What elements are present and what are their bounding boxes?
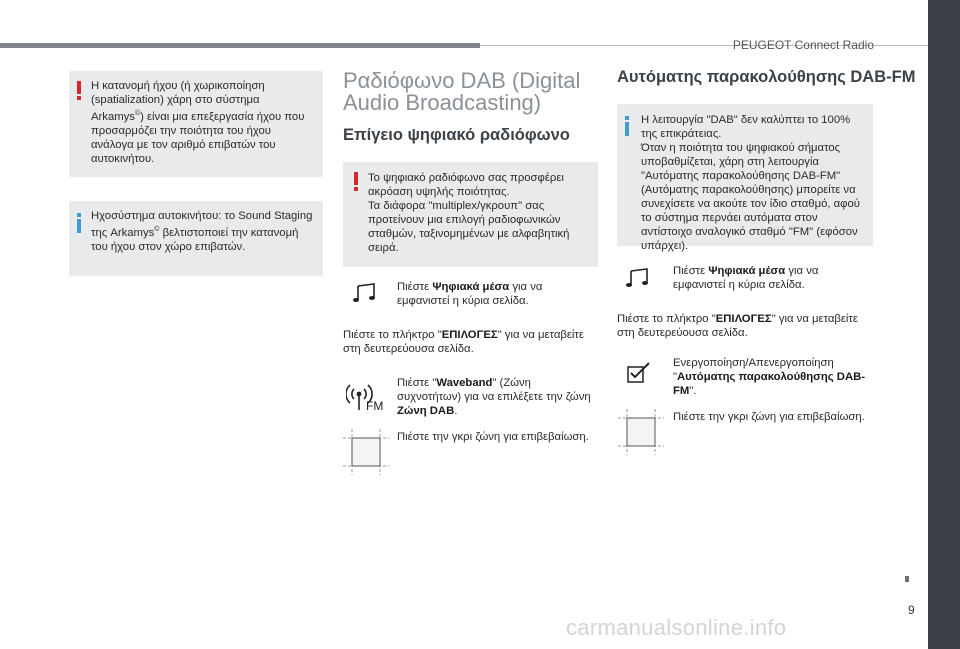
top-rule — [0, 43, 480, 48]
info-text: Ηχοσύστημα αυτοκινήτου: το Sound Staging της Arkamys© βελτιστοποιεί την κατανομή του ήχου στον χώρο επιβατών. — [91, 210, 313, 253]
info-icon — [625, 116, 629, 136]
warning-box-digital-radio — [343, 162, 598, 267]
warning-box-spatialization — [69, 71, 323, 177]
music-note-icon — [352, 283, 378, 303]
section-title-dab: Ραδιόφωνο DAB (Digital Audio Broadcasting) — [343, 68, 581, 115]
page-number: 9 — [908, 603, 915, 617]
step-digital-media: Πιέστε Ψηφιακά μέσα για να εμφανιστεί η κύρια σελίδα. — [397, 281, 543, 307]
checkbox-icon — [627, 362, 651, 384]
subsection-title-digital-radio: Επίγειο ψηφιακό ραδιόφωνο — [343, 126, 570, 144]
grey-zone-icon — [618, 409, 664, 455]
warning-icon — [354, 172, 358, 190]
step-digital-media: Πιέστε Ψηφιακά μέσα για να εμφανιστεί η κύρια σελίδα. — [673, 265, 819, 291]
page-marker — [905, 576, 909, 582]
fm-radio-icon — [346, 380, 386, 412]
info-box-sound-staging — [69, 201, 323, 276]
info-icon — [77, 213, 81, 233]
warning-icon — [77, 81, 81, 99]
step-options: Πιέστε το πλήκτρο "ΕΠΙΛΟΓΕΣ" για να μεταβείτε στη δευτερεύουσα σελίδα. — [343, 329, 584, 355]
watermark: carmanualsonline.info — [566, 615, 787, 640]
info-box-dab-fm — [617, 104, 873, 252]
music-note-icon — [625, 268, 651, 288]
info-text: Η λειτουργία "DAB" δεν καλύπτει το 100% της επικράτειας. Όταν η ποιότητα του ψηφιακού σήματος υποβαθμίζεται, χάρη στη λειτουργία "Αυτόματης παρακολούθησης DAB-FM" (Αυτόματης παρακολούθησης) μπορείτε να συνεχίσετε να ακούτε τον ίδιο σταθμό, αφού το σύστημα περνάει αυτόματα στον αντίστοιχο αναλογικό σταθμό "FM" (εφόσον υπάρχει). — [641, 114, 860, 252]
step-grey-zone: Πιέστε την γκρι ζώνη για επιβεβαίωση. — [673, 411, 865, 423]
page-header: PEUGEOT Connect Radio — [732, 38, 874, 52]
side-tab — [928, 0, 960, 649]
fm-label: FM — [366, 399, 384, 412]
warning-text: Η κατανομή ήχου (ή χωρικοποίηση (spatialization) χάρη στο σύστημα Arkamys©) είναι μια επεξεργασία ήχου που προσαρμόζει την ποιότητα του ήχου ανάλογα με τον αριθμό επιβατών του αυτοκινήτου. — [91, 80, 305, 165]
section-title-dab-fm: Αυτόματης παρακολούθησης DAB-FM — [617, 68, 916, 86]
warning-text: Το ψηφιακό ραδιόφωνο σας προσφέρει ακρόαση υψηλής ποιότητας. Τα διάφορα "multiplex/γκρουπ" σας προτείνουν μια επιλογή ραδιοφωνικών σταθμών, ταξινομημένων με αλφαβητική σειρά. — [368, 172, 570, 254]
step-grey-zone: Πιέστε την γκρι ζώνη για επιβεβαίωση. — [397, 431, 589, 443]
step-options: Πιέστε το πλήκτρο "ΕΠΙΛΟΓΕΣ" για να μεταβείτε στη δευτερεύουσα σελίδα. — [617, 313, 858, 339]
grey-zone-icon — [343, 429, 389, 475]
step-waveband: Πιέστε "Waveband" (Ζώνη συχνοτήτων) για να επιλέξετε την ζώνη Ζώνη DAB. — [397, 377, 591, 417]
step-toggle-dab-fm: Ενεργοποίηση/Απενεργοποίηση "Αυτόματης παρακολούθησης DAB-FM". — [673, 357, 866, 397]
